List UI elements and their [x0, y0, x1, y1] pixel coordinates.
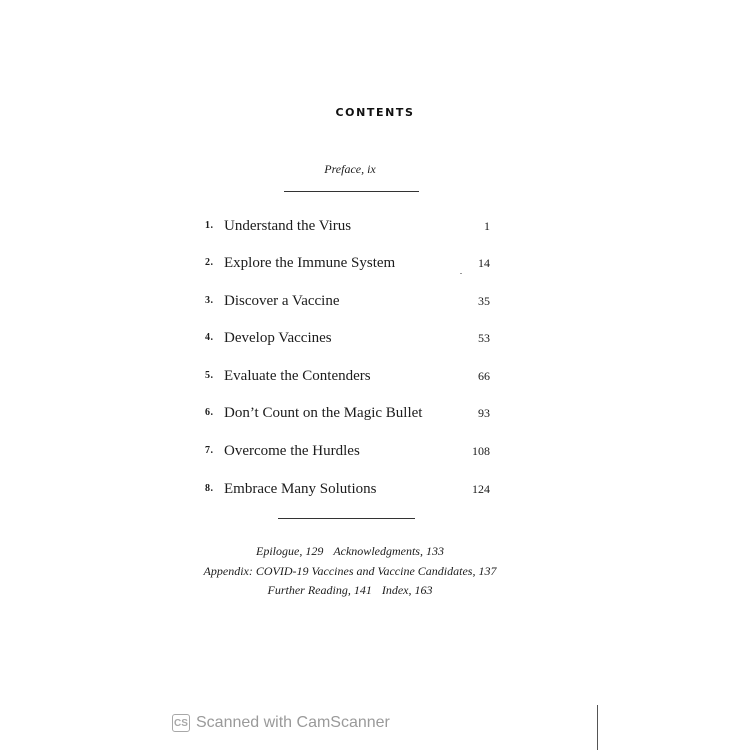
- chapter-page: 14: [478, 256, 490, 270]
- watermark-text: Scanned with CamScanner: [196, 714, 390, 731]
- top-divider: [284, 191, 419, 192]
- page-edge-line: [597, 705, 598, 750]
- chapter-title: Develop Vaccines: [224, 330, 332, 346]
- chapter-page: 35: [478, 294, 490, 308]
- camscanner-logo-icon: CS: [172, 714, 190, 732]
- chapter-page: 66: [478, 369, 490, 383]
- chapter-page: 53: [478, 331, 490, 345]
- chapter-page: 93: [478, 406, 490, 420]
- toc-row-8: [205, 479, 490, 499]
- acknowledgments-entry: Acknowledgments, 133: [333, 544, 444, 558]
- toc-row-3: [205, 291, 490, 311]
- toc-row-7: [205, 441, 490, 461]
- preface-entry: Preface, ix: [324, 162, 376, 176]
- chapter-title: Explore the Immune System: [224, 255, 396, 271]
- toc-row-4: [205, 328, 490, 348]
- scan-speck: [460, 273, 462, 274]
- chapter-number: 2.: [205, 257, 214, 268]
- chapter-number: 1.: [205, 220, 214, 231]
- backmatter-line-1: [0, 544, 700, 559]
- contents-heading: CONTENTS: [335, 106, 415, 119]
- chapter-title: Understand the Virus: [224, 218, 352, 234]
- chapter-title: Evaluate the Contenders: [224, 368, 371, 384]
- further-reading-entry: Further Reading, 141: [267, 583, 372, 597]
- chapter-title: Overcome the Hurdles: [224, 443, 360, 459]
- toc-row-2: [205, 253, 490, 273]
- toc-row-5: [205, 366, 490, 386]
- chapter-page: 1: [484, 219, 490, 233]
- toc-row-6: [205, 403, 490, 423]
- toc-row-1: [205, 216, 490, 236]
- chapter-title: Embrace Many Solutions: [224, 481, 377, 497]
- chapter-title: Discover a Vaccine: [224, 293, 340, 309]
- appendix-entry: Appendix: COVID-19 Vaccines and Vaccine Candidates, 137: [203, 564, 497, 578]
- chapter-number: 3.: [205, 295, 214, 306]
- chapter-title: Don’t Count on the Magic Bullet: [224, 405, 423, 421]
- chapter-number: 6.: [205, 407, 214, 418]
- bottom-divider: [278, 518, 415, 519]
- chapter-number: 7.: [205, 445, 214, 456]
- backmatter-line-2: [0, 564, 700, 579]
- chapter-number: 5.: [205, 370, 214, 381]
- chapter-number: 8.: [205, 483, 214, 494]
- camscanner-watermark: [172, 714, 390, 732]
- index-entry: Index, 163: [381, 583, 433, 597]
- chapter-page: 108: [472, 444, 490, 458]
- backmatter-line-3: [0, 583, 700, 598]
- epilogue-entry: Epilogue, 129: [256, 544, 324, 558]
- chapter-page: 124: [472, 482, 490, 496]
- chapter-number: 4.: [205, 332, 214, 343]
